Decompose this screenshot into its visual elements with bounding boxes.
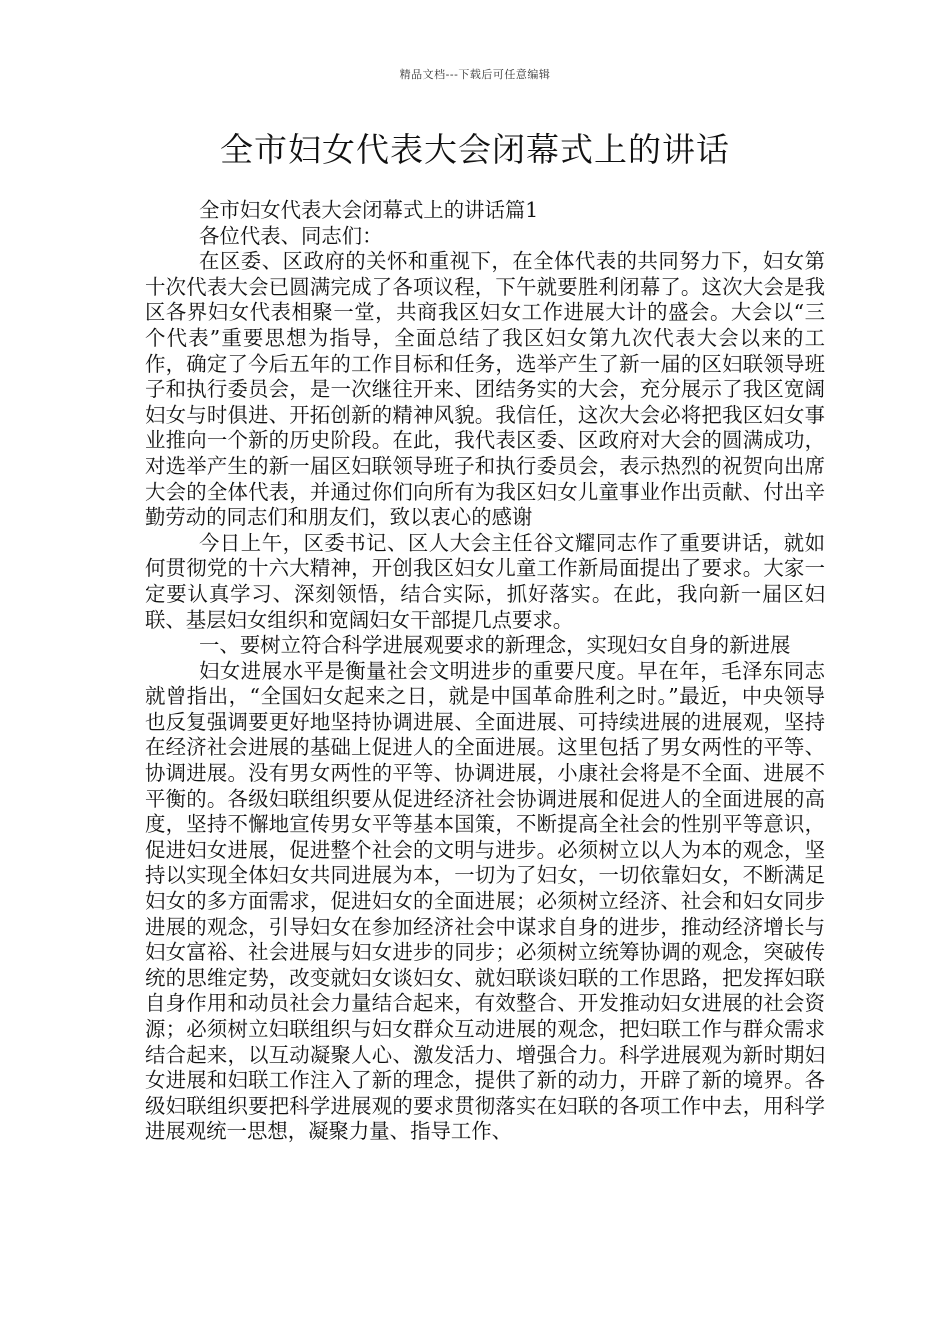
section-heading-1: 一、要树立符合科学进展观要求的新理念，实现妇女自身的新进展	[199, 633, 791, 658]
page-header-note: 精品文档---下载后可任意编辑	[399, 68, 551, 81]
subtitle-paragraph: 全市妇女代表大会闭幕式上的讲话篇1	[199, 198, 539, 222]
body-paragraph-2: 今日上午，区委书记、区人大会主任谷文耀同志作了重要讲话，就如何贯彻党的十六大精神，开创我区妇女儿童工作新局面提出了要求。大家一定要认真学习、深刻领悟，结合实际，抓好落实。在此，我向新一届区妇联、基层妇女组织和宽阔妇女干部提几点要求。	[145, 530, 825, 632]
body-paragraph-3: 妇女进展水平是衡量社会文明进步的重要尺度。早在年，毛泽东同志就曾指出，“全国妇女起来之日，就是中国革命胜利之时。”最近，中央领导也反复强调要更好地坚持协调进展、全面进展、可持续进展的进展观，坚持在经济社会进展的基础上促进人的全面进展。这里包括了男女两性的平等、协调进展。没有男女两性的平等、协调进展，小康社会将是不全面、进展不平衡的。各级妇联组织要从促进经济社会协调进展和促进人的全面进展的高度，坚持不懈地宣传男女平等基本国策，不断提高全社会的性别平等意识，促进妇女进展，促进整个社会的文明与进步。必须树立以人为本的观念，坚持以实现全体妇女共同进展为本，一切为了妇女，一切依靠妇女，不断满足妇女的多方面需求，促进妇女的全面进展；必须树立经济、社会和妇女同步进展的观念，引导妇女在参加经济社会中谋求自身的进步，推动经济增长与妇女富裕、社会进展与妇女进步的同步；必须树立统筹协调的观念，突破传统的思维定势，改变就妇女谈妇女、就妇联谈妇联的工作思路，把发挥妇联自身作用和动员社会力量结合起来，有效整合、开发推动妇女进展的社会资源；必须树立妇联组织与妇女群众互动进展的观念，把妇联工作与群众需求结合起来，以互动凝聚人心、激发活力、增强合力。科学进展观为新时期妇女进展和妇联工作注入了新的理念，提供了新的动力，开辟了新的境界。各级妇联组织要把科学进展观的要求贯彻落实在妇联的各项工作中去，用科学进展观统一思想，凝聚力量、指导工作、	[145, 658, 825, 1144]
body-paragraph-1: 在区委、区政府的关怀和重视下，在全体代表的共同努力下，妇女第十次代表大会已圆满完成了各项议程，下午就要胜利闭幕了。这次大会是我区各界妇女代表相聚一堂，共商我区妇女工作进展大计的盛会。大会以“三个代表”重要思想为指导，全面总结了我区妇女第九次代表大会以来的工作，确定了今后五年的工作目标和任务，选举产生了新一届的区妇联领导班子和执行委员会，是一次继往开来、团结务实的大会，充分展示了我区宽阔妇女与时俱进、开拓创新的精神风貌。我信任，这次大会必将把我区妇女事业推向一个新的历史阶段。在此，我代表区委、区政府对大会的圆满成功，对选举产生的新一届区妇联领导班子和执行委员会，表示热烈的祝贺向出席大会的全体代表，并通过你们向所有为我区妇女儿童事业作出贡献、付出辛勤劳动的同志们和朋友们，致以衷心的感谢	[145, 249, 825, 530]
salutation-paragraph: 各位代表、同志们：	[199, 223, 383, 248]
document-title: 全市妇女代表大会闭幕式上的讲话	[220, 130, 730, 169]
document-body	[145, 198, 825, 1145]
